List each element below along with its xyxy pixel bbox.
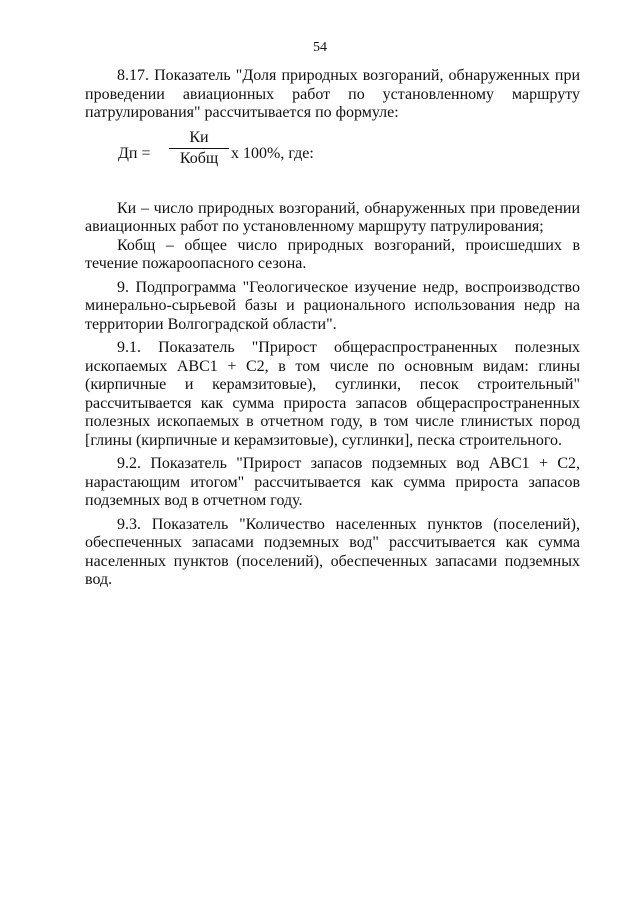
fraction-bar xyxy=(169,148,229,149)
paragraph-9-2: 9.2. Показатель "Прирост запасов подземных вод АВС1 + С2, нарастающим итогом" рассчитывается как сумма прироста запасов подземных вод в отчетном году. xyxy=(85,455,580,509)
document-body xyxy=(85,67,580,590)
definition-ki: Ки – число природных возгораний, обнаруженных при проведении авиационных работ по установленному маршруту патрулирования; xyxy=(85,199,580,235)
paragraph-8-17: 8.17. Показатель "Доля природных возгораний, обнаруженных при проведении авиационных работ по установленному маршруту патрулирования" рассчитывается по формуле: xyxy=(85,67,580,121)
paragraph-9-3: 9.3. Показатель "Количество населенных пунктов (поселений), обеспеченных запасами подземных вод" рассчитывается как сумма населенных пунктов (поселений), обеспеченных запасами подземных вод. xyxy=(85,515,580,588)
definition-kobsch: Кобщ – общее число природных возгораний, происшедших в течение пожароопасного сезона. xyxy=(85,236,580,272)
formula-denominator: Кобщ xyxy=(179,149,219,167)
formula-fraction xyxy=(169,129,229,168)
formula-rhs: x 100%, где: xyxy=(231,144,314,162)
formula xyxy=(85,123,580,193)
paragraph-9: 9. Подпрограмма "Геологическое изучение недр, воспроизводство минерально-сырьевой базы и рационального использования недр на территории Волгоградской области". xyxy=(85,278,580,333)
formula-numerator: Ки xyxy=(189,128,209,146)
paragraph-9-1: 9.1. Показатель "Прирост общераспространенных полезных ископаемых АВС1 + С2, в том числе по основным видам: глины (кирпичные и керамзитовые), суглинки, песок строительный" рассчитывается как сумма прироста запасов общераспространенных полезных ископаемых в отчетном году, в том числе глинистых пород [глины (кирпичные и керамзитовые), суглинки], песка строительного. xyxy=(85,339,580,449)
page-number: 54 xyxy=(313,40,327,55)
formula-lhs: Дп = xyxy=(118,144,151,162)
